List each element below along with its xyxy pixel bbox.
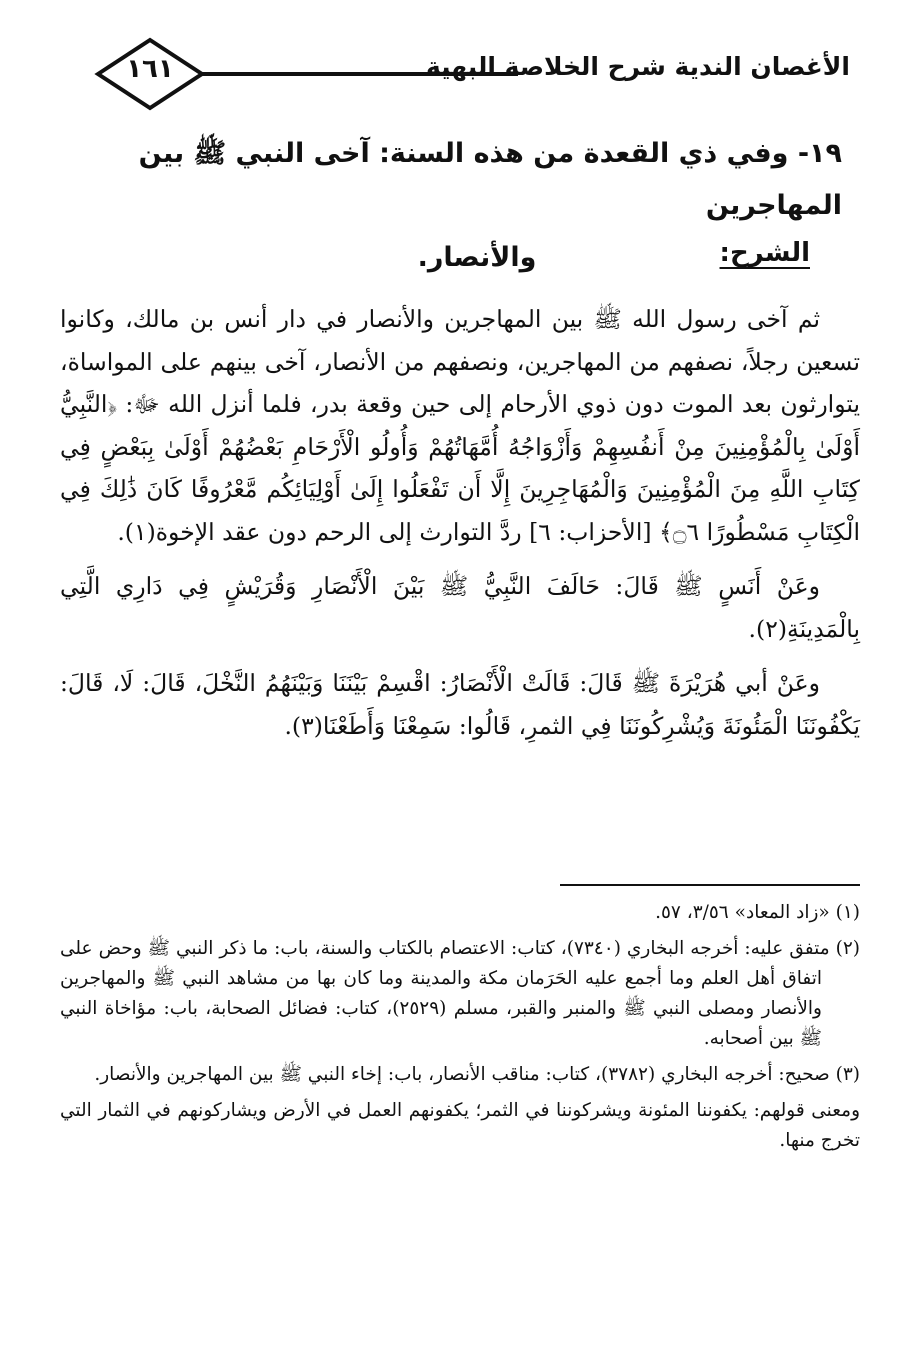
commentary-label: الشرح: bbox=[719, 238, 810, 268]
heading-line-1: ١٩- وفي ذي القعدة من هذه السنة: آخى النبي ﷺ بين المهاجرين bbox=[138, 138, 842, 221]
footnote-3: (٣) صحيح: أخرجه البخاري (٣٧٨٢)، كتاب: مناقب الأنصار، باب: إخاء النبي ﷺ بين المهاجرين والأنصار. bbox=[94, 1064, 860, 1085]
page-header bbox=[90, 34, 850, 114]
footnotes bbox=[60, 898, 860, 1162]
paragraph-1: ثم آخى رسول الله ﷺ بين المهاجرين والأنصار في دار أنس بن مالك، وكانوا تسعين رجلاً، نصفهم من المهاجرين، ونصفهم من الأنصار، آخى بينهم على المواساة، يتوارثون بعد الموت دون ذوي الأرحام إلى حين وقعة بدر، فلما أنزل الله ﷻ: ﴿النَّبِيُّ أَوْلَىٰ بِالْمُؤْمِنِينَ مِنْ أَنفُسِهِمْ وَأَزْوَاجُهُ أُمَّهَاتُهُمْ وَأُولُو الْأَرْحَامِ بَعْضُهُمْ أَوْلَىٰ بِبَعْضٍ فِي كِتَابِ اللَّهِ مِنَ الْمُؤْمِنِينَ وَالْمُهَاجِرِينَ إِلَّا أَن تَفْعَلُوا إِلَىٰ أَوْلِيَائِكُم مَّعْرُوفًا كَانَ ذَٰلِكَ فِي الْكِتَابِ مَسْطُورًا ۝٦﴾ [الأحزاب: ٦] ردَّ التوارث إلى الرحم دون عقد الإخوة(١). bbox=[60, 305, 860, 546]
footnote-separator bbox=[560, 884, 860, 886]
footnote-1: (١) «زاد المعاد» ٣/٥٦، ٥٧. bbox=[655, 902, 860, 923]
footnote-2: (٢) متفق عليه: أخرجه البخاري (٧٣٤٠)، كتاب: الاعتصام بالكتاب والسنة، باب: ما ذكر النبي ﷺ وحض على اتفاق أهل العلم وما أجمع عليه الحَرَمان مكة والمدينة وما كان بها من مشاهد النبي ﷺ والمهاجرين والأنصار ومصلى النبي ﷺ والمنبر والقبر، مسلم (٢٥٢٩)، كتاب: فضائل الصحابة، باب: مؤاخاة النبي ﷺ بين أصحابه. bbox=[60, 938, 860, 1049]
footnote-3-note: ومعنى قولهم: يكفوننا المئونة ويشركوننا في الثمر؛ يكفونهم العمل في الأرض ويشاركونهم في الثمار التي تخرج منها. bbox=[60, 1100, 860, 1151]
page-number: ١٦١ bbox=[126, 54, 174, 84]
page-number-badge bbox=[90, 34, 210, 114]
heading-line-2: والأنصار. bbox=[417, 242, 537, 273]
paragraph-2: وعَنْ أَنَسٍ ﷺ قَالَ: حَالَفَ النَّبِيُّ ﷺ بَيْنَ الْأَنْصَارِ وَقُرَيْشٍ فِي دَارِي الَّتِي بِالْمَدِينَةِ(٢). bbox=[60, 572, 860, 643]
running-title: الأغصان الندية شرح الخلاصة البهية bbox=[425, 52, 850, 81]
paragraph-3: وعَنْ أبي هُرَيْرَةَ ﷺ قَالَ: قَالَتْ الْأَنْصَارُ: اقْسِمْ بَيْنَنَا وَبَيْنَهُمُ النَّخْلَ، قَالَ: لَا، قَالَ: يَكْفُونَنَا الْمَئُونَةَ وَيُشْرِكُونَنَا فِي الثمرِ، قَالُوا: سَمِعْنَا وَأَطَعْنَا(٣). bbox=[60, 669, 860, 740]
body-text bbox=[60, 298, 860, 747]
